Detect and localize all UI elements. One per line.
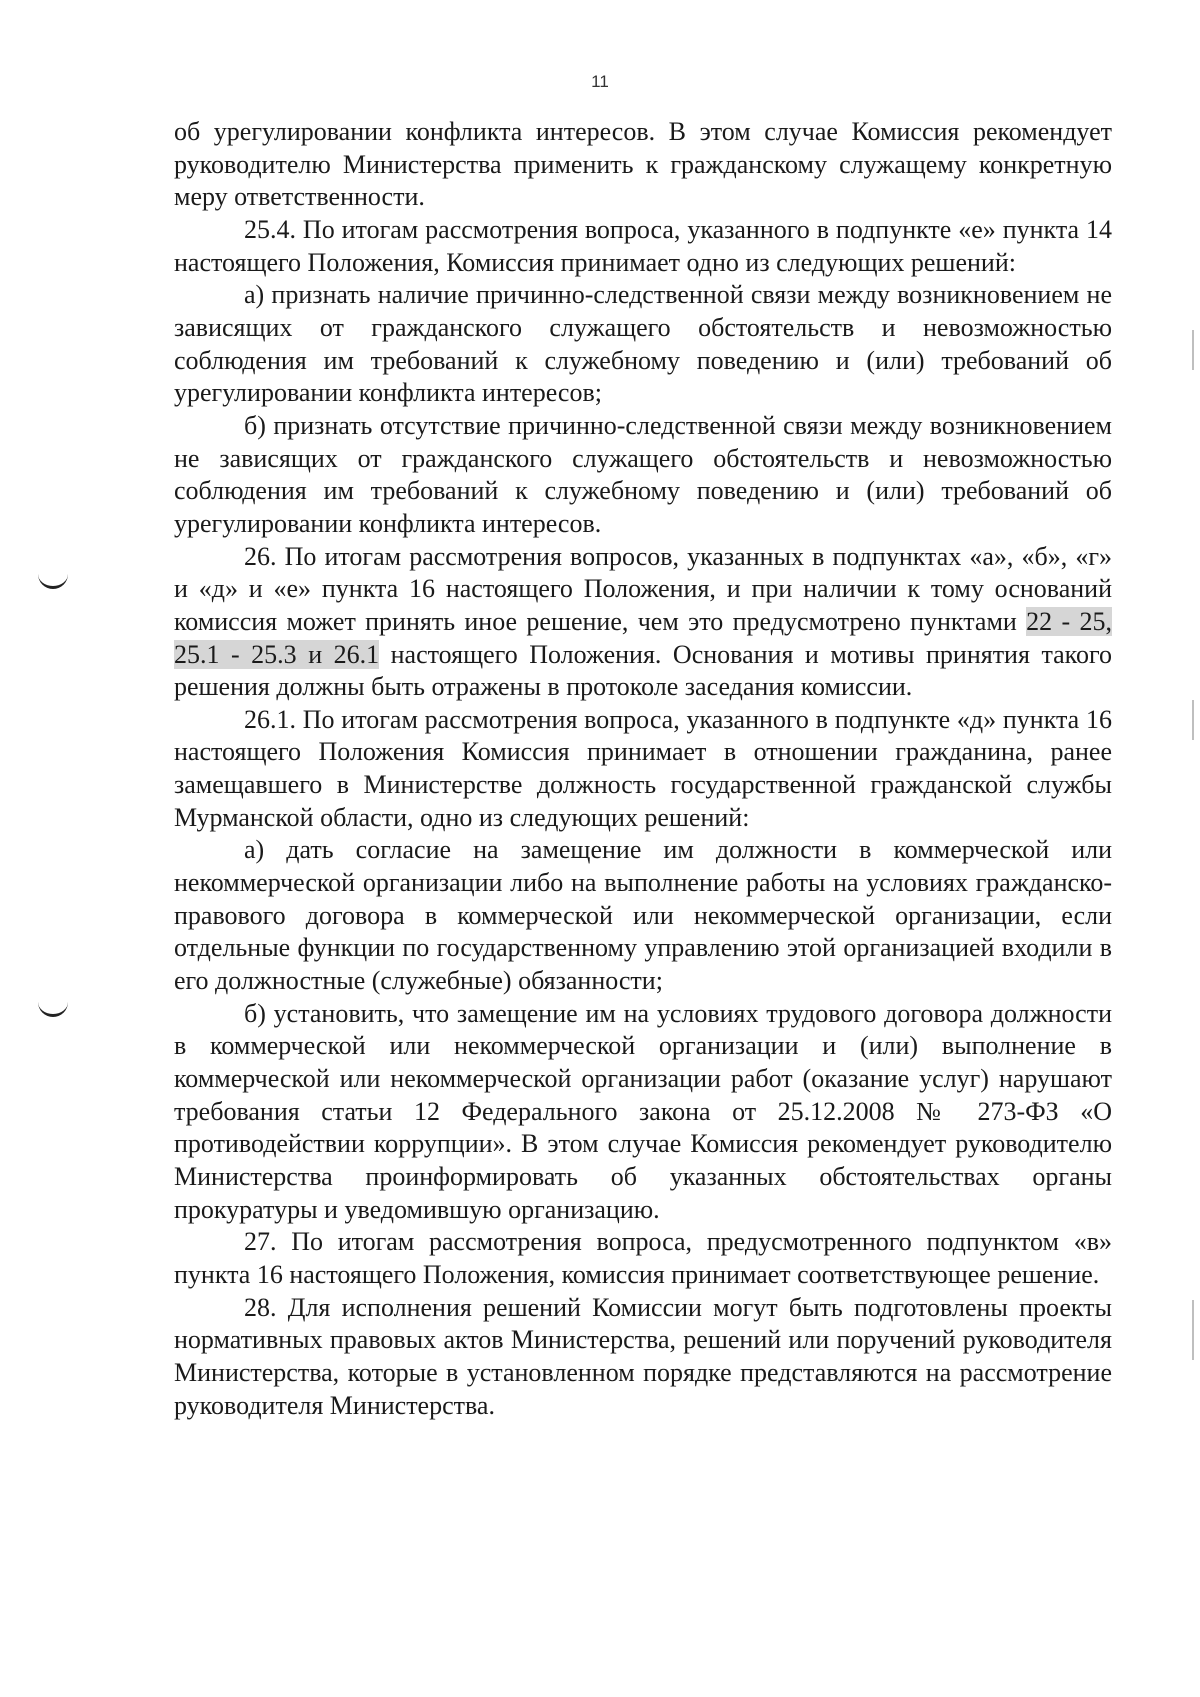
paragraph-25-4-a: а) признать наличие причинно-следственной связи между возникновением не зависящих от гражданского служащего обстоятельств и невозможностью соблюдения им требований к служебному поведению и (или) требований об урегулировании конфликта интересов; [174, 280, 1112, 408]
scan-edge-line [1192, 330, 1194, 370]
paragraph-26-1: 26.1. По итогам рассмотрения вопроса, указанного в подпункте «д» пункта 16 настоящего Положения Комиссия принимает в отношении гражданина, ранее замещавшего в Министерстве должность государственной гражданской службы Мурманской области, одно из следующих решений: [174, 704, 1112, 832]
scan-edge-line [1192, 1300, 1194, 1360]
paragraph-25-4-b: б) признать отсутствие причинно-следственной связи между возникновением не зависящих от гражданского служащего обстоятельств и невозможностью соблюдения им требований к служебному поведению и (или) требований об урегулировании конфликта интересов. [174, 410, 1112, 538]
paragraph-26-1-b: б) установить, что замещение им на условиях трудового договора должности в коммерческой или некоммерческой организации и (или) выполнение в коммерческой или некоммерческой организации работ (оказание услуг) нарушают требования статьи 12 Федерального закона от 25.12.2008 № 273-ФЗ «О противодействии коррупции». В этом случае Комиссия рекомендует руководителю Министерства проинформировать об указанных обстоятельствах органы прокуратуры и уведомившую организацию. [174, 998, 1112, 1224]
document-body [174, 116, 1112, 1422]
scan-edge-line [1192, 700, 1194, 740]
paragraph-26-1-a: а) дать согласие на замещение им должности в коммерческой или некоммерческой организации либо на выполнение работы на условиях гражданско-правового договора в коммерческой или некоммерческой организации, если отдельные функции по государственному управлению этой организацией входили в его должностные (служебные) обязанности; [174, 835, 1112, 996]
page-number: 11 [591, 72, 609, 91]
paragraph-continuation: об урегулировании конфликта интересов. В этом случае Комиссия рекомендует руководителю Министерства применить к гражданскому служащему конкретную меру ответственности. [174, 117, 1112, 212]
paragraph-28: 28. Для исполнения решений Комиссии могут быть подготовлены проекты нормативных правовых актов Министерства, решений или поручений руководителя Министерства, которые в установленном порядке представляются на рассмотрение руководителя Министерства. [174, 1292, 1112, 1420]
paragraph-27: 27. По итогам рассмотрения вопроса, предусмотренного подпунктом «в» пункта 16 настоящего Положения, комиссия принимает соответствующее решение. [174, 1227, 1112, 1289]
paragraph-26 [174, 541, 1112, 704]
binder-hole-mark [38, 1000, 68, 1017]
paragraph-26-end: настоящего Положения. Основания и мотивы принятия такого решения должны быть отражены в протоколе заседания комиссии. [174, 639, 1112, 702]
highlighted-reference: 22 - 25, 25.1 - 25.3 и 26.1 [174, 606, 1112, 669]
paragraph-26-start: 26. По итогам рассмотрения вопросов, указанных в подпунктах «а», «б», «г» и «д» и «е» пункта 16 настоящего Положения, и при наличии к тому оснований комиссия может принять иное решение, чем это предусмотрено пунктами [174, 541, 1112, 636]
paragraph-25-4: 25.4. По итогам рассмотрения вопроса, указанного в подпункте «е» пункта 14 настоящего Положения, Комиссия принимает одно из следующих решений: [174, 214, 1112, 277]
binder-hole-mark [38, 572, 68, 589]
